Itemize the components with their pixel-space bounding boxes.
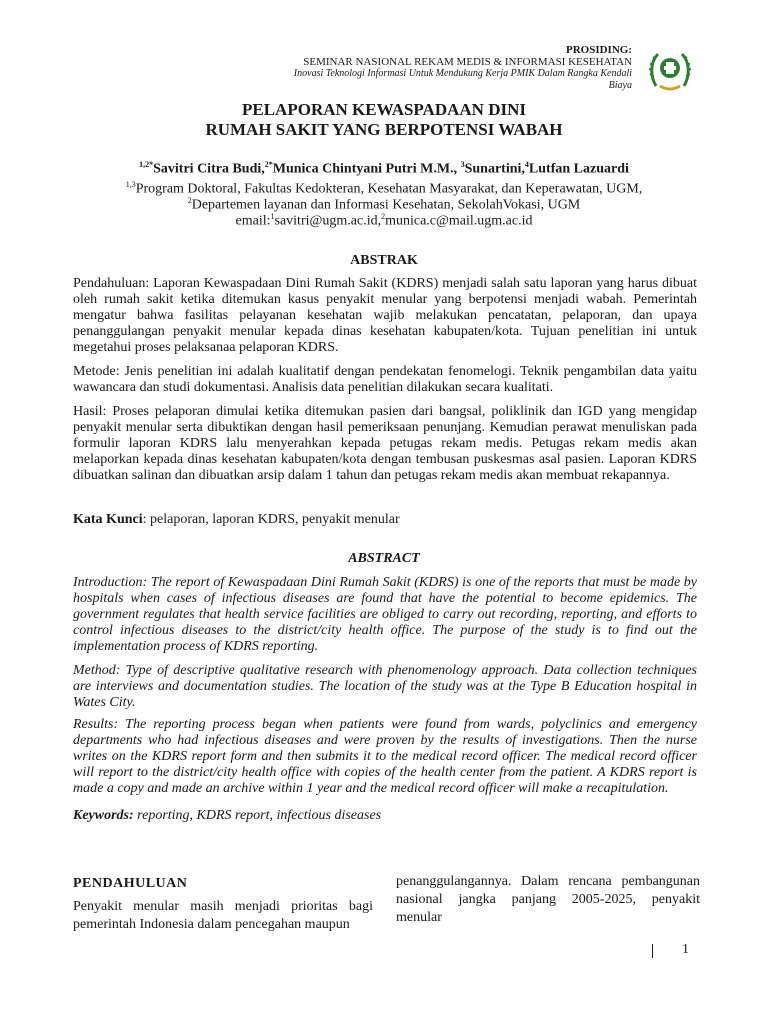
body-right-column: penanggulangannya. Dalam rencana pembangunan nasional jangka panjang 2005-2025, penyakit menular [396,874,700,925]
section-heading-pendahuluan: PENDAHULUAN [73,876,188,891]
email-sup: 2 [381,212,386,221]
author-sup: 2* [264,160,273,169]
proceedings-label: PROSIDING: [565,44,632,56]
abstrak-hasil: Hasil: Proses pelaporan dimulai ketika ditemukan pasien dari bangsal, poliklinik dan IGD yang mengidap penyakit menular serta dibuktikan dengan hasil pemeriksaan penunjang. Kemudian perawat menuliskan pada formulir laporan KDRS lalu menyerahkan kepada petugas rekam medis. Petugas rekam medis akan melaporkan kepada dinas kesehatan kabupaten/kota dengan tembusan puskesmas asal pasien. Laporan KDRS dibuatkan salinan dan dibuatkan arsip dalam 1 tahun dan petugas rekam medis akan membuat rekapannya. [73,404,697,483]
author-sup: 3 [460,160,465,169]
abstract-results: Results: The reporting process began when patients were found from wards, polyclinics and emergency departments who had infectious diseases and were proven by the results of investigations. Then the nurse writes on the KDRS report form and then submits it to the medical record officer. The medical record officer will report to the district/city health office with copies of the health center from the patient. A KDRS report is made a copy and made an archive within 1 year and the medical record officer will make a recapitulation. [73,717,697,796]
seminar-name: SEMINAR NASIONAL REKAM MEDIS & INFORMASI KESEHATAN [303,56,632,68]
keywords-text: : pelaporan, laporan KDRS, penyakit menular [142,512,400,527]
organization-logo-icon [646,46,694,94]
abstract-method: Method: Type of descriptive qualitative research with phenomenology approach. Data collection techniques are interviews and documentation studies. The location of the study was at the Type B Education hospital in Wates City. [73,663,697,710]
email-link[interactable]: munica.c@mail.ugm.ac.id [385,213,533,229]
abstract-introduction: Introduction: The report of Kewaspadaan Dini Rumah Sakit (KDRS) is one of the reports that must be made by hospitals when cases of infectious diseases are found that have the potential to become epidemics. The government regulates that health service facilities are obliged to carry out recording, reporting, and efforts to control infectious diseases to the district/city health office. The purpose of the study is to find out the implementation process of KDRS reporting. [73,575,697,654]
seminar-theme: Inovasi Teknologi Informasi Untuk Mendukung Kerja PMIK Dalam Rangka Kendali [293,68,632,79]
author-sup: 4 [524,160,529,169]
page-number: 1 [682,942,689,957]
affiliation-text: Departemen layanan dan Informasi Kesehatan, SekolahVokasi, UGM [191,197,581,213]
email-link[interactable]: savitri@ugm.ac.id, [274,213,382,229]
author-emails [84,208,684,230]
seminar-theme-cont: Biaya [608,80,632,91]
abstract-keywords [73,808,697,824]
author-name: Savitri Citra Budi, [153,161,265,177]
page-divider [652,944,653,958]
keywords-label: Keywords: [73,808,134,823]
keywords-label: Kata Kunci [73,512,143,527]
abstract-heading: ABSTRACT [348,551,420,566]
author-sup: 1,2* [139,160,154,169]
author-list [84,160,684,178]
author-name: Sunartini, [464,161,525,177]
abstrak-metode: Metode: Jenis penelitian ini adalah kualitatif dengan pendekatan fenomelogi. Teknik pengambilan data yaitu wawancara dan studi dokumentasi. Analisis data penelitian dilakukan secara kualitati. [73,364,697,395]
body-left-column: Penyakit menular masih menjadi prioritas bagi pemerintah Indonesia dalam pencegahan maupun [73,899,373,932]
title-line-1: PELAPORAN KEWASPADAAN DINI [242,100,526,119]
paper-title [84,100,684,140]
abstrak-keywords [73,512,697,528]
proceedings-header [152,44,632,92]
affiliation-sup: 1,3 [125,180,136,189]
keywords-text: reporting, KDRS report, infectious diseases [133,808,382,823]
author-name: Lutfan Lazuardi [528,161,629,177]
email-sup: 1 [270,212,275,221]
author-name: Munica Chintyani Putri M.M., [272,161,458,177]
email-prefix: email: [235,213,271,229]
affiliation-sup: 2 [187,196,192,205]
affiliation-text: Program Doktoral, Fakultas Kedokteran, Kesehatan Masyarakat, dan Keperawatan, UGM, [135,181,643,197]
title-line-2: RUMAH SAKIT YANG BERPOTENSI WABAH [205,120,563,139]
abstrak-heading: ABSTRAK [350,253,418,268]
abstrak-pendahuluan: Pendahuluan: Laporan Kewaspadaan Dini Rumah Sakit (KDRS) menjadi salah satu laporan yang harus dibuat oleh rumah sakit ketika ditemukan kasus penyakit menular yang berpotensi menjadi wabah. Pemerintah mengatur bahwa fasilitas pelayanan kesehatan wajib melakukan pencatatan, pelaporan, dan upaya penanggulangan penyakit menular kepada dinas kesehatan kabupaten/kota. Tujuan penelitian ini untuk megetahui proses pelaksanaa pelaporan KDRS. [73,276,697,355]
